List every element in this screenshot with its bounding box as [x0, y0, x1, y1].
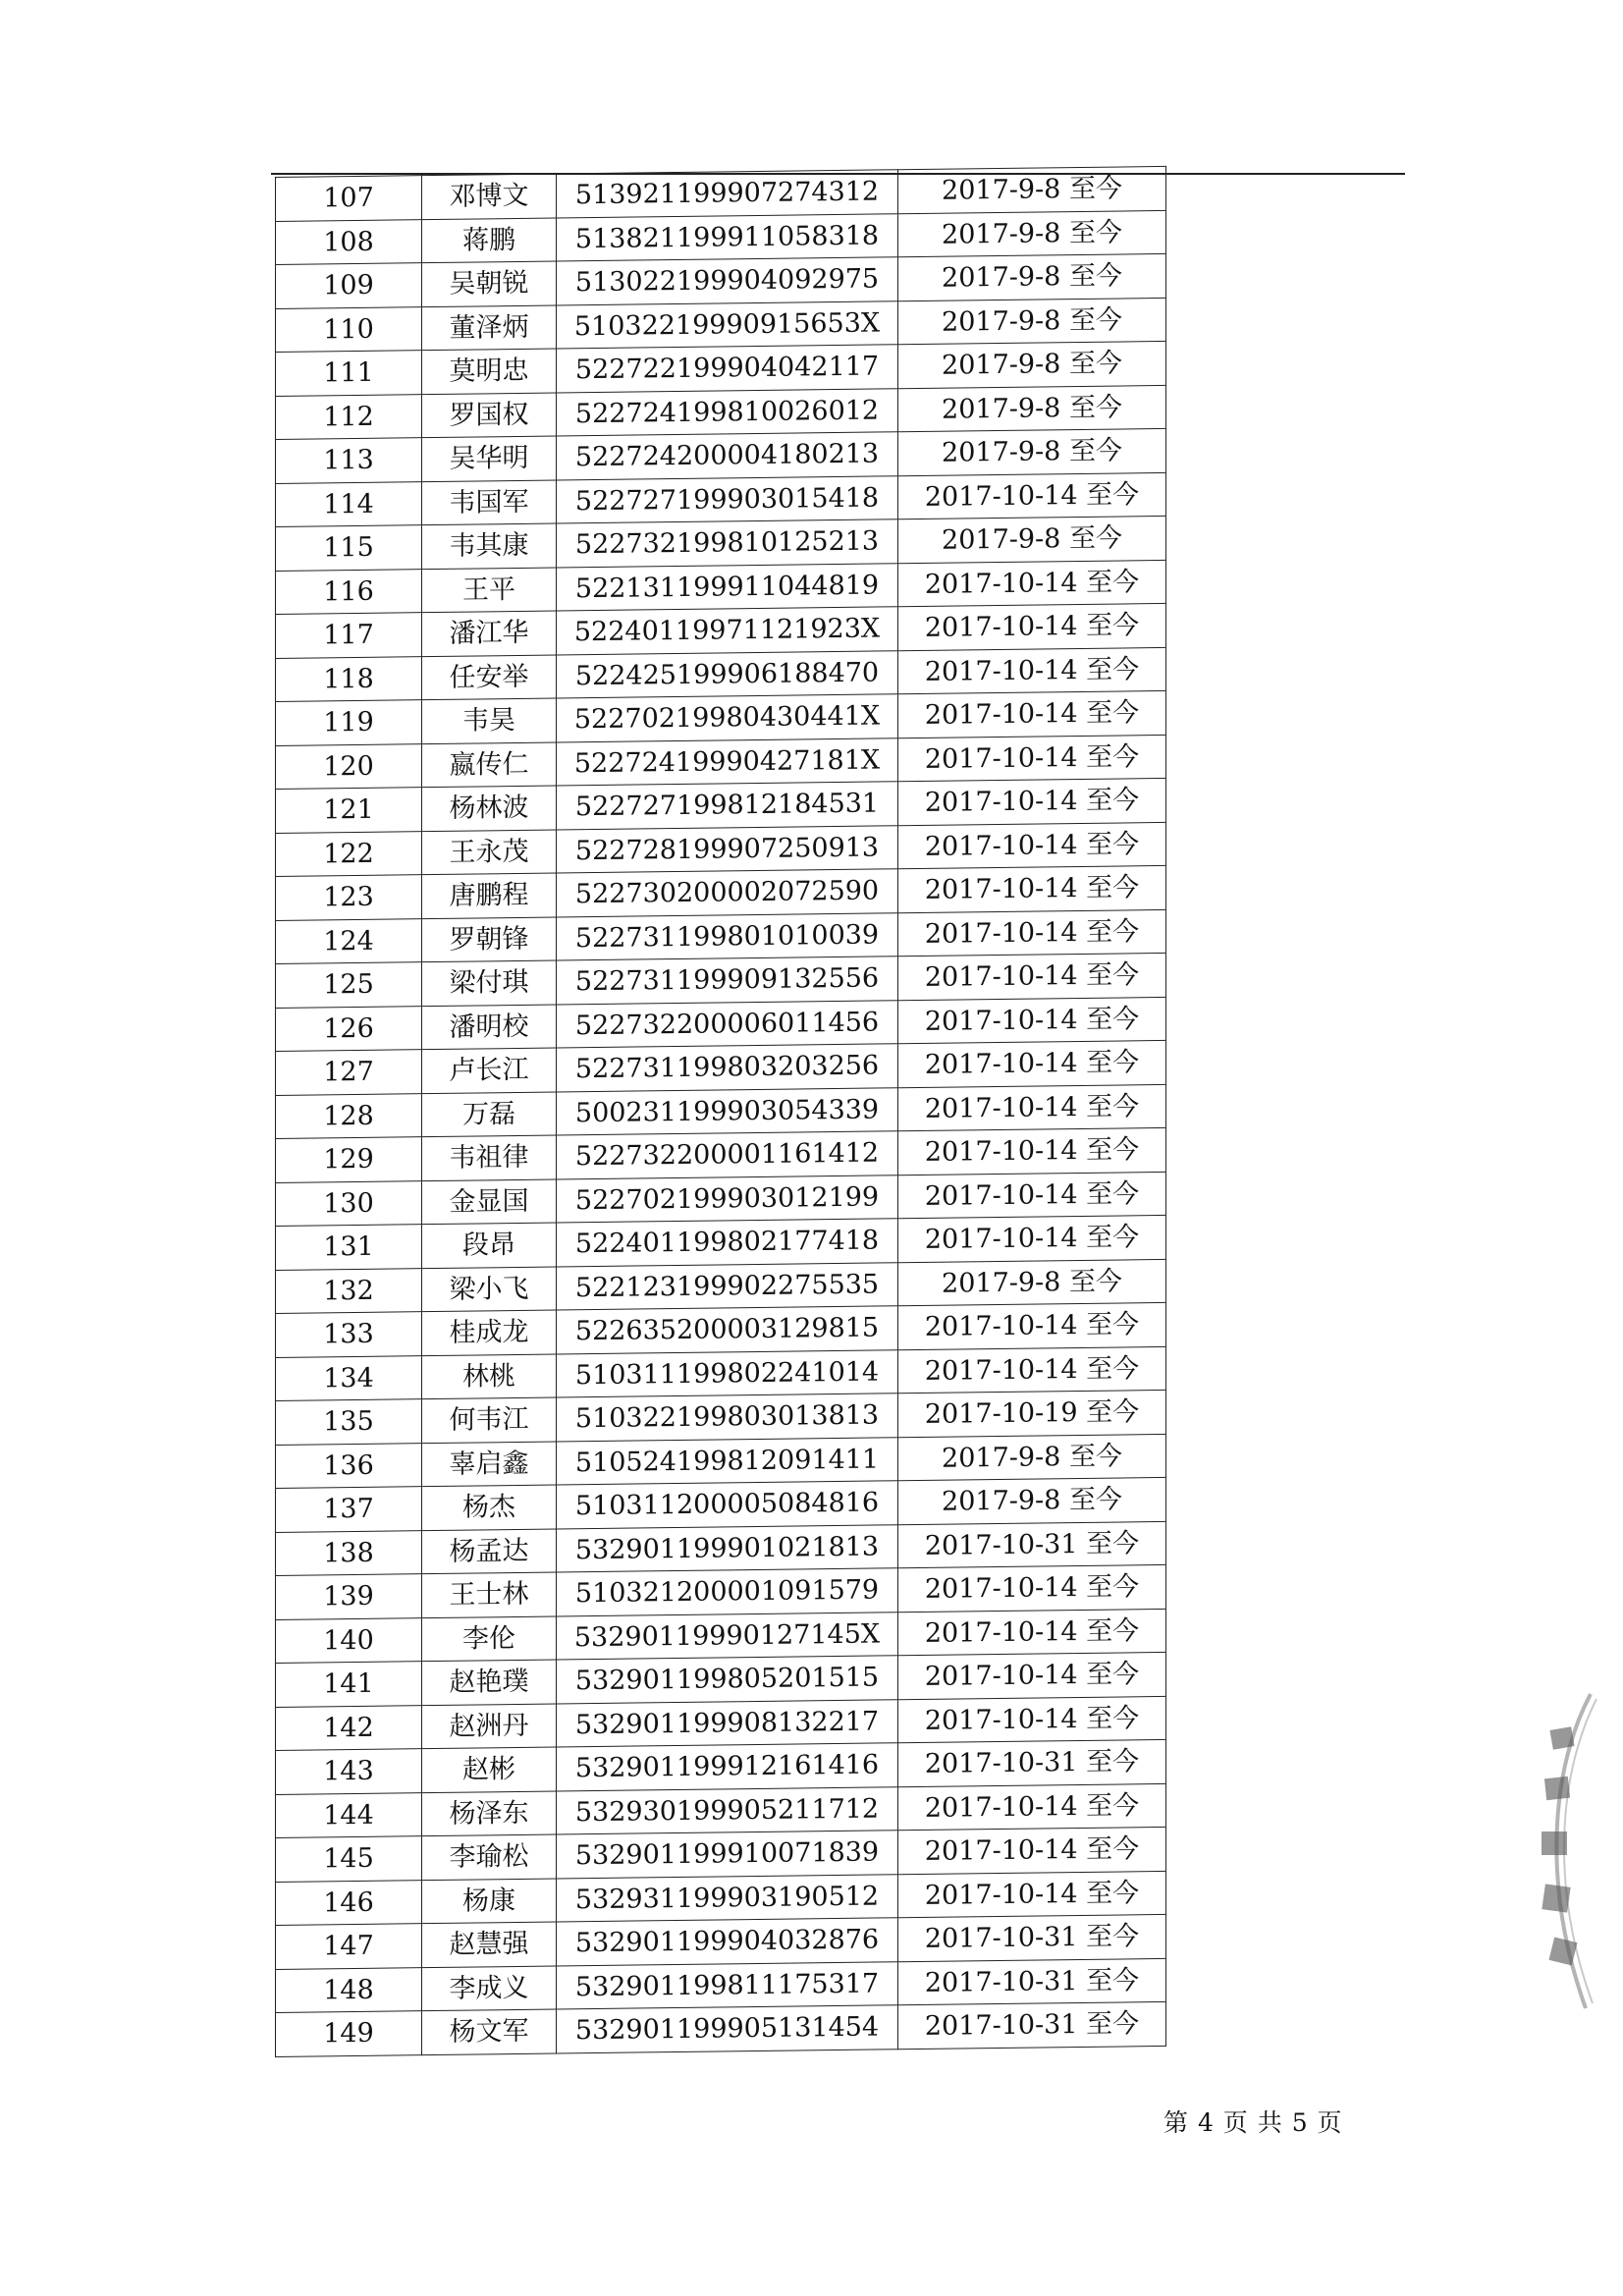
date-range-cell: 2017-10-14 至今 [898, 865, 1166, 912]
row-number-cell: 136 [276, 1443, 422, 1488]
id-number-cell: 522727199903015418 [557, 475, 898, 523]
row-number-cell: 131 [276, 1225, 422, 1270]
id-number-cell: 522732199810125213 [557, 519, 898, 568]
name-cell: 王永茂 [422, 829, 557, 874]
name-cell: 何韦江 [422, 1397, 557, 1443]
name-cell: 任安举 [422, 654, 557, 699]
date-range-cell: 2017-10-31 至今 [898, 1914, 1166, 1961]
name-cell: 李伦 [422, 1615, 557, 1661]
name-cell: 李瑜松 [422, 1834, 557, 1880]
date-range-cell: 2017-10-14 至今 [898, 1564, 1166, 1612]
row-number-cell: 115 [276, 525, 422, 571]
date-range-cell: 2017-10-14 至今 [898, 1302, 1166, 1349]
row-number-cell: 130 [276, 1180, 422, 1226]
roster-table-container [275, 166, 1165, 2057]
row-number-cell: 120 [276, 743, 422, 789]
name-cell: 万磊 [422, 1091, 557, 1136]
row-number-cell: 134 [276, 1355, 422, 1400]
row-number-cell: 137 [276, 1487, 422, 1532]
row-number-cell: 143 [276, 1749, 422, 1794]
id-number-cell: 52272419990427181X [557, 738, 898, 786]
name-cell: 赵艳璞 [422, 1660, 557, 1705]
name-cell: 王平 [422, 567, 557, 612]
id-number-cell: 532901199901021813 [557, 1524, 898, 1572]
row-number-cell: 129 [276, 1137, 422, 1182]
name-cell: 段昂 [422, 1223, 557, 1268]
name-cell: 韦昊 [422, 698, 557, 743]
name-cell: 杨林波 [422, 786, 557, 831]
date-range-cell: 2017-9-8 至今 [898, 210, 1166, 257]
date-range-cell: 2017-10-14 至今 [898, 1609, 1166, 1656]
name-cell: 罗国权 [422, 392, 557, 437]
name-cell: 韦祖律 [422, 1135, 557, 1180]
row-number-cell: 123 [276, 875, 422, 920]
date-range-cell: 2017-10-14 至今 [898, 1783, 1166, 1831]
row-number-cell: 135 [276, 1399, 422, 1445]
date-range-cell: 2017-9-8 至今 [898, 1434, 1166, 1481]
row-number-cell: 138 [276, 1530, 422, 1575]
name-cell: 金显国 [422, 1178, 557, 1224]
date-range-cell: 2017-9-8 至今 [898, 253, 1166, 301]
row-number-cell: 110 [276, 306, 422, 352]
date-range-cell: 2017-10-31 至今 [898, 2001, 1166, 2049]
name-cell: 李成义 [422, 1965, 557, 2010]
date-range-cell: 2017-10-14 至今 [898, 1652, 1166, 1699]
row-number-cell: 148 [276, 1967, 422, 2012]
name-cell: 杨杰 [422, 1485, 557, 1530]
id-number-cell: 522123199902275535 [557, 1262, 898, 1310]
id-number-cell: 510311199802241014 [557, 1349, 898, 1397]
date-range-cell: 2017-9-8 至今 [898, 1259, 1166, 1306]
date-range-cell: 2017-10-14 至今 [898, 472, 1166, 519]
row-number-cell: 121 [276, 788, 422, 833]
date-range-cell: 2017-10-14 至今 [898, 1172, 1166, 1219]
name-cell: 莫明忠 [422, 349, 557, 394]
name-cell: 唐鹏程 [422, 873, 557, 918]
id-number-cell: 522730200002072590 [557, 869, 898, 917]
id-number-cell: 532901199912161416 [557, 1743, 898, 1791]
name-cell: 吴华明 [422, 436, 557, 481]
name-cell: 赵慧强 [422, 1922, 557, 1967]
row-number-cell: 146 [276, 1880, 422, 1925]
row-number-cell: 147 [276, 1924, 422, 1969]
date-range-cell: 2017-10-31 至今 [898, 1521, 1166, 1568]
name-cell: 嬴传仁 [422, 741, 557, 787]
id-number-cell: 510321200001091579 [557, 1568, 898, 1616]
page-number: 第 4 页 共 5 页 [1163, 2108, 1343, 2137]
date-range-cell: 2017-10-14 至今 [898, 1215, 1166, 1262]
date-range-cell: 2017-9-8 至今 [898, 516, 1166, 563]
id-number-cell: 522732200006011456 [557, 1000, 898, 1048]
id-number-cell: 522401199802177418 [557, 1219, 898, 1267]
name-cell: 杨孟达 [422, 1528, 557, 1573]
row-number-cell: 109 [276, 263, 422, 308]
name-cell: 邓博文 [422, 174, 557, 219]
name-cell: 卢长江 [422, 1048, 557, 1093]
row-number-cell: 132 [276, 1268, 422, 1313]
date-range-cell: 2017-10-14 至今 [898, 560, 1166, 607]
id-number-cell: 532931199903190512 [557, 1874, 898, 1922]
row-number-cell: 113 [276, 438, 422, 483]
id-number-cell: 51032219990915653X [557, 301, 898, 349]
id-number-cell: 532901199811175317 [557, 1961, 898, 2009]
name-cell: 桂成龙 [422, 1310, 557, 1355]
row-number-cell: 126 [276, 1006, 422, 1051]
row-number-cell: 108 [276, 219, 422, 264]
id-number-cell: 52270219980430441X [557, 694, 898, 742]
id-number-cell: 522702199903012199 [557, 1175, 898, 1223]
id-number-cell: 532901199904032876 [557, 1918, 898, 1966]
name-cell: 董泽炳 [422, 304, 557, 350]
id-number-cell: 522425199906188470 [557, 650, 898, 698]
name-cell: 杨泽东 [422, 1790, 557, 1835]
row-number-cell: 139 [276, 1574, 422, 1619]
row-number-cell: 111 [276, 351, 422, 396]
id-number-cell: 522722199904042117 [557, 345, 898, 393]
id-number-cell: 532901199910071839 [557, 1831, 898, 1879]
row-number-cell: 118 [276, 656, 422, 701]
row-number-cell: 145 [276, 1836, 422, 1882]
name-cell: 杨文军 [422, 2009, 557, 2054]
row-number-cell: 144 [276, 1792, 422, 1837]
id-number-cell: 522724199810026012 [557, 388, 898, 436]
id-number-cell: 522731199803203256 [557, 1044, 898, 1092]
row-number-cell: 112 [276, 394, 422, 439]
row-number-cell: 149 [276, 2011, 422, 2056]
id-number-cell: 510322199803013813 [557, 1394, 898, 1442]
date-range-cell: 2017-9-8 至今 [898, 341, 1166, 388]
name-cell: 杨康 [422, 1878, 557, 1923]
date-range-cell: 2017-10-14 至今 [898, 909, 1166, 957]
id-number-cell: 532901199908132217 [557, 1699, 898, 1747]
date-range-cell: 2017-10-14 至今 [898, 778, 1166, 825]
date-range-cell: 2017-9-8 至今 [898, 428, 1166, 475]
date-range-cell: 2017-10-14 至今 [898, 690, 1166, 738]
date-range-cell: 2017-10-19 至今 [898, 1390, 1166, 1437]
date-range-cell: 2017-9-8 至今 [898, 298, 1166, 345]
row-number-cell: 124 [276, 918, 422, 963]
name-cell: 潘江华 [422, 611, 557, 656]
name-cell: 梁小飞 [422, 1266, 557, 1311]
date-range-cell: 2017-10-14 至今 [898, 1346, 1166, 1394]
name-cell: 蒋鹏 [422, 217, 557, 262]
name-cell: 梁付琪 [422, 960, 557, 1006]
id-number-cell: 52240119971121923X [557, 607, 898, 655]
date-range-cell: 2017-10-14 至今 [898, 735, 1166, 782]
row-number-cell: 117 [276, 613, 422, 658]
name-cell: 罗朝锋 [422, 916, 557, 961]
row-number-cell: 125 [276, 962, 422, 1008]
id-number-cell: 513921199907274312 [557, 170, 898, 218]
roster-table-body [276, 166, 1166, 2056]
name-cell: 韦国军 [422, 479, 557, 524]
date-range-cell: 2017-10-14 至今 [898, 1827, 1166, 1874]
date-range-cell: 2017-10-14 至今 [898, 822, 1166, 869]
row-number-cell: 122 [276, 831, 422, 876]
row-number-cell: 116 [276, 569, 422, 614]
date-range-cell: 2017-9-8 至今 [898, 1477, 1166, 1524]
row-number-cell: 107 [276, 176, 422, 221]
name-cell: 林桃 [422, 1353, 557, 1398]
date-range-cell: 2017-9-8 至今 [898, 385, 1166, 432]
official-seal-stamp [1532, 1689, 1600, 2013]
row-number-cell: 141 [276, 1662, 422, 1707]
id-number-cell: 522635200003129815 [557, 1306, 898, 1354]
id-number-cell: 522731199801010039 [557, 912, 898, 960]
id-number-cell: 522727199812184531 [557, 782, 898, 830]
date-range-cell: 2017-9-8 至今 [898, 166, 1166, 213]
id-number-cell: 513821199911058318 [557, 213, 898, 261]
date-range-cell: 2017-10-14 至今 [898, 1871, 1166, 1918]
id-number-cell: 522731199909132556 [557, 957, 898, 1005]
id-number-cell: 532930199905211712 [557, 1786, 898, 1834]
date-range-cell: 2017-10-14 至今 [898, 1127, 1166, 1175]
date-range-cell: 2017-10-14 至今 [898, 1696, 1166, 1743]
name-cell: 韦其康 [422, 523, 557, 569]
row-number-cell: 133 [276, 1312, 422, 1357]
row-number-cell: 140 [276, 1617, 422, 1663]
name-cell: 潘明校 [422, 1004, 557, 1049]
name-cell: 王士林 [422, 1572, 557, 1617]
name-cell: 吴朝锐 [422, 261, 557, 306]
id-number-cell: 532901199905131454 [557, 2005, 898, 2053]
name-cell: 辜启鑫 [422, 1441, 557, 1486]
name-cell: 赵彬 [422, 1747, 557, 1792]
date-range-cell: 2017-10-14 至今 [898, 1040, 1166, 1087]
id-number-cell: 522732200001161412 [557, 1131, 898, 1179]
id-number-cell: 522724200004180213 [557, 432, 898, 480]
row-number-cell: 128 [276, 1093, 422, 1138]
row-number-cell: 119 [276, 700, 422, 745]
id-number-cell: 500231199903054339 [557, 1087, 898, 1135]
date-range-cell: 2017-10-14 至今 [898, 953, 1166, 1000]
date-range-cell: 2017-10-14 至今 [898, 1084, 1166, 1131]
date-range-cell: 2017-10-31 至今 [898, 1958, 1166, 2005]
row-number-cell: 142 [276, 1705, 422, 1750]
id-number-cell: 513022199904092975 [557, 257, 898, 305]
row-number-cell: 127 [276, 1050, 422, 1095]
date-range-cell: 2017-10-14 至今 [898, 603, 1166, 650]
id-number-cell: 522131199911044819 [557, 563, 898, 611]
id-number-cell: 510524199812091411 [557, 1437, 898, 1485]
id-number-cell: 532901199805201515 [557, 1656, 898, 1704]
date-range-cell: 2017-10-14 至今 [898, 647, 1166, 694]
id-number-cell: 522728199907250913 [557, 825, 898, 873]
id-number-cell: 53290119990127145X [557, 1612, 898, 1660]
id-number-cell: 510311200005084816 [557, 1481, 898, 1529]
row-number-cell: 114 [276, 481, 422, 526]
roster-table [275, 166, 1166, 2057]
date-range-cell: 2017-10-31 至今 [898, 1739, 1166, 1786]
date-range-cell: 2017-10-14 至今 [898, 997, 1166, 1044]
name-cell: 赵洲丹 [422, 1703, 557, 1748]
